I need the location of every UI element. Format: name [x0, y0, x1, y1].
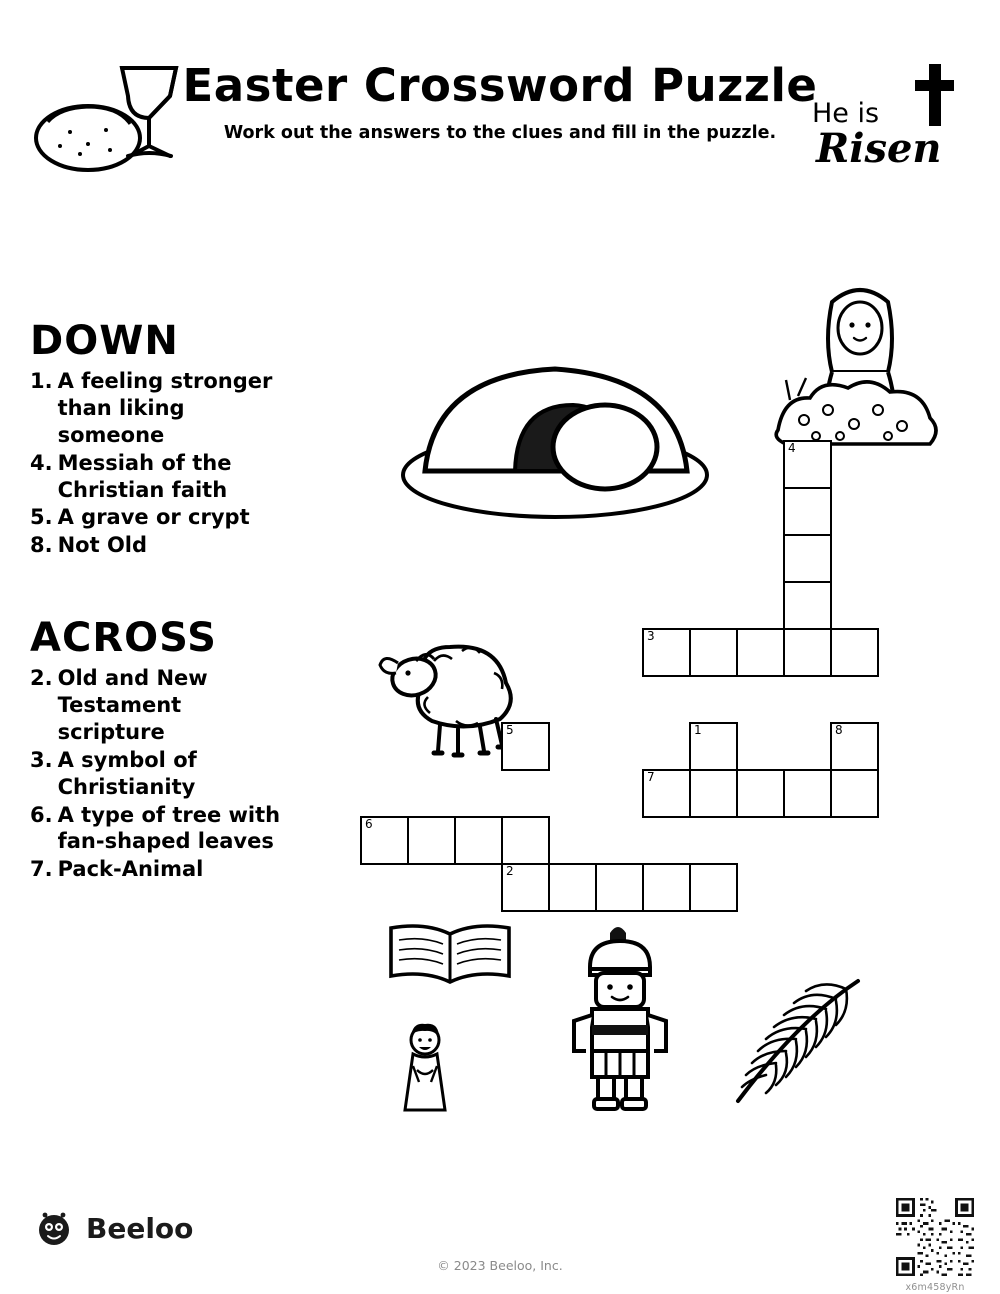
roman-soldier-illustration: [560, 925, 680, 1115]
list-item: [30, 504, 290, 531]
palm-branch-illustration: [720, 975, 865, 1115]
cell-number: 7: [647, 770, 655, 784]
crossword-cell[interactable]: [407, 816, 456, 865]
crossword-cell[interactable]: [783, 440, 832, 489]
across-heading: ACROSS: [30, 615, 217, 662]
crossword-cell[interactable]: [830, 769, 879, 818]
brand-name: Beeloo: [86, 1211, 194, 1245]
page-header: [0, 0, 1000, 210]
crossword-cell[interactable]: [736, 769, 785, 818]
title-block: [180, 59, 820, 144]
bee-logo-icon: [34, 1208, 74, 1248]
clue-text: A feeling stronger than liking someone: [57, 369, 273, 447]
crossword-cell[interactable]: [501, 722, 550, 771]
crossword-cell[interactable]: [783, 581, 832, 630]
clue-text: A symbol of Christianity: [57, 747, 197, 799]
crossword-cell[interactable]: [689, 769, 738, 818]
list-item: [30, 532, 290, 559]
mary-in-flowers-illustration: [770, 280, 950, 455]
copyright-text: © 2023 Beeloo, Inc.: [437, 1258, 563, 1273]
crossword-cell[interactable]: [830, 722, 879, 771]
clue-number: 6.: [30, 802, 53, 827]
clue-text: Old and New Testament scripture: [57, 666, 208, 744]
qr-caption: x6m458yRn: [905, 1282, 965, 1293]
crossword-cell[interactable]: [689, 628, 738, 677]
clue-number: 5.: [30, 505, 53, 530]
list-item: [30, 802, 290, 856]
cell-number: 1: [694, 723, 702, 737]
crossword-cell[interactable]: [454, 816, 503, 865]
he-is-risen-block: [812, 98, 987, 172]
open-bible-illustration: [385, 920, 515, 990]
crossword-cell[interactable]: [783, 487, 832, 536]
qr-code[interactable]: [896, 1198, 974, 1276]
crossword-grid[interactable]: [360, 440, 980, 920]
cell-number: 2: [506, 864, 514, 878]
crossword-cell[interactable]: [642, 769, 691, 818]
clue-text: Pack-Animal: [57, 857, 204, 882]
clue-number: 4.: [30, 450, 53, 475]
clue-text: Messiah of the Christian faith: [57, 450, 232, 502]
clue-number: 7.: [30, 857, 53, 882]
clue-number: 8.: [30, 533, 53, 558]
page-subtitle: Work out the answers to the clues and fill in the puzzle.: [223, 123, 777, 144]
clue-number: 3.: [30, 747, 53, 772]
crossword-cell[interactable]: [595, 863, 644, 912]
across-clue-list: [30, 665, 290, 883]
crossword-cell[interactable]: [783, 769, 832, 818]
crossword-cell[interactable]: [360, 816, 409, 865]
bread-and-cup-icon: [30, 60, 180, 180]
cell-number: 3: [647, 629, 655, 643]
risen-text: Risen: [816, 125, 942, 172]
clues-panel: [30, 320, 290, 884]
crossword-cell[interactable]: [548, 863, 597, 912]
qr-block: [892, 1198, 978, 1293]
list-item: [30, 747, 290, 801]
list-item: [30, 368, 290, 449]
crossword-cell[interactable]: [783, 534, 832, 583]
crossword-cell[interactable]: [501, 816, 550, 865]
clue-text: Not Old: [57, 533, 148, 558]
crossword-cell[interactable]: [501, 863, 550, 912]
crossword-cell[interactable]: [642, 628, 691, 677]
crossword-cell[interactable]: [689, 722, 738, 771]
cell-number: 5: [506, 723, 514, 737]
brand-logo: [34, 1208, 193, 1248]
clue-text: A type of tree with fan-shaped leaves: [57, 802, 281, 854]
down-clue-list: [30, 368, 290, 559]
down-heading: DOWN: [30, 318, 179, 364]
clue-text: A grave or crypt: [57, 505, 250, 530]
list-item: [30, 450, 290, 504]
he-is-text: He is: [812, 98, 880, 129]
page-title: Easter Crossword Puzzle: [182, 59, 818, 112]
list-item: [30, 665, 290, 746]
list-item: [30, 856, 290, 883]
jesus-illustration: [395, 1020, 455, 1115]
crossword-cell[interactable]: [642, 863, 691, 912]
crossword-cell[interactable]: [736, 628, 785, 677]
crossword-cell[interactable]: [830, 628, 879, 677]
crossword-cell[interactable]: [783, 628, 832, 677]
page-footer: [0, 1190, 1000, 1294]
cell-number: 4: [788, 441, 796, 455]
clue-number: 1.: [30, 369, 53, 393]
crossword-cell[interactable]: [689, 863, 738, 912]
cell-number: 6: [365, 817, 373, 831]
clue-number: 2.: [30, 666, 53, 691]
cell-number: 8: [835, 723, 843, 737]
